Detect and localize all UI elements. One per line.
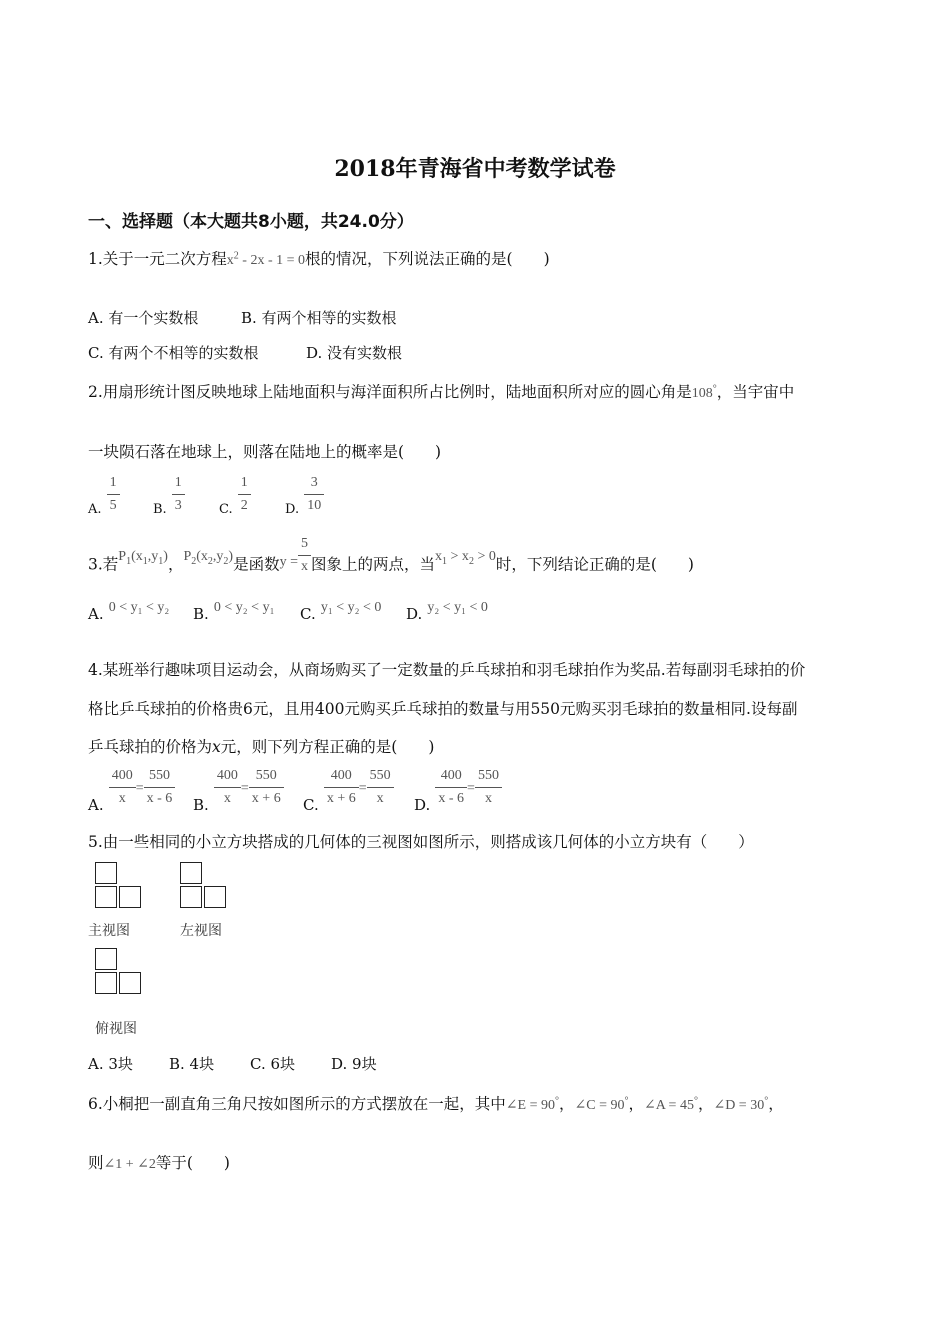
q4-option-a: A. $\frac{400}{x}$ = $\frac{550}{x - 6}$ [88, 765, 175, 814]
q1-option-c: C. 有两个不相等的实数根 [88, 344, 259, 362]
q6-angle-d: ∠D = 30° [713, 1095, 769, 1113]
q4-option-b: B. $\frac{400}{x}$ = $\frac{550}{x + 6}$ [193, 765, 284, 814]
question-4-line-2: 格比乒乓球拍的价格贵6元，且用400元购买乒乓球拍的数量与用550元购买羽毛球拍的数量相同.设每副 [88, 700, 798, 718]
q1-option-b: B. 有两个相等的实数根 [241, 309, 397, 327]
q3-function: y = [279, 554, 299, 570]
q3-point-2: $P_2(x_2,y_2)$ [183, 548, 234, 567]
front-view-figure [95, 862, 155, 916]
q4-option-c: C. $\frac{400}{x + 6}$ = $\frac{550}{x}$ [303, 765, 394, 814]
q2-option-a: $_{A.}$ $\frac{1}{5}$ [88, 472, 120, 517]
q3-option-a: A. 0 < y₁ < y₂ [88, 600, 170, 623]
q3-option-d: D. y₂ < y₁ < 0 [406, 600, 488, 623]
question-5: 5.由一些相同的小立方块搭成的几何体的三视图如图所示，则搭成该几何体的小立方块有（ ） [88, 833, 754, 851]
q3-option-c: C. y₁ < y₂ < 0 [300, 600, 382, 623]
q5-option-c: C. 6块 [250, 1055, 296, 1073]
q3-function-frac: $\frac{5}{x}$ [298, 533, 311, 578]
front-view-label: 主视图 [88, 923, 130, 939]
q6-angle-a: ∠A = 45° [643, 1095, 698, 1113]
top-view-label: 俯视图 [95, 1021, 137, 1037]
question-3: 3.若$P_1(x_1,y_1)$，$P_2(x_2,y_2)$是函数y = $\frac{5}{x}$ 图象上的两点，当$x_1 > x_2 > 0$时，下列结论正确的是( ) [88, 533, 694, 578]
q2-line-2: 一块陨石落在地球上，则落在陆地上的概率是( ) [88, 443, 442, 461]
q5-option-d: D. 9块 [331, 1055, 377, 1073]
q2-text-end: ，当宇宙中 [716, 383, 795, 401]
left-view-label: 左视图 [180, 923, 222, 939]
q1-equation: $x^2 - 2x - 1 = 0$ [226, 250, 306, 268]
q2-option-d: $_{D.}$ $\frac{3}{10}$ [285, 472, 324, 517]
q3-option-b: B. 0 < y₂ < y₁ [193, 600, 275, 623]
q5-option-b: B. 4块 [169, 1055, 215, 1073]
question-1 [88, 247, 550, 269]
q6-line-2: 则∠1 + ∠2等于( ) [88, 1154, 230, 1172]
section-heading: 一、选择题（本大题共8小题，共24.0分） [88, 212, 414, 232]
q2-text: 2.用扇形统计图反映地球上陆地面积与海洋面积所占比例时，陆地面积所对应的圆心角是 [88, 383, 692, 401]
q1-suffix: 根的情况，下列说法正确的是( ) [305, 250, 550, 268]
q2-option-b: $_{B.}$ $\frac{1}{3}$ [153, 472, 185, 517]
q3-condition: $x_1 > x_2 > 0$ [435, 548, 496, 567]
left-view-figure [180, 862, 240, 916]
q3-point-1: $P_1(x_1,y_1)$ [118, 548, 168, 567]
q6-angle-c: ∠C = 90° [574, 1095, 629, 1113]
question-6: 6.小桐把一副直角三角尺按如图所示的方式摆放在一起，其中∠E = 90°，∠C = 90°，∠A = 45°，∠D = 30°， [88, 1095, 784, 1113]
q6-angle-e: ∠E = 90° [505, 1095, 559, 1113]
top-view-figure [95, 948, 155, 1002]
q4-option-d: D. $\frac{400}{x - 6}$ = $\frac{550}{x}$ [414, 765, 502, 814]
q2-angle: 108° [691, 383, 717, 401]
question-2 [88, 380, 794, 402]
q1-option-a: A. 有一个实数根 [88, 309, 199, 327]
q5-option-a: A. 3块 [88, 1055, 133, 1073]
q2-option-c: $_{C.}$ $\frac{1}{2}$ [219, 472, 251, 517]
q1-option-d: D. 没有实数根 [306, 344, 403, 362]
question-4-line-3: 乒乓球拍的价格为x元，则下列方程正确的是( ) [88, 738, 435, 756]
question-4-line-1: 4.某班举行趣味项目运动会，从商场购买了一定数量的乒乓球拍和羽毛球拍作为奖品.若每副羽毛球拍的价 [88, 661, 806, 679]
page-title: 2018年青海省中考数学试卷 [334, 156, 616, 182]
q1-prefix: 1.关于一元二次方程 [88, 250, 227, 268]
